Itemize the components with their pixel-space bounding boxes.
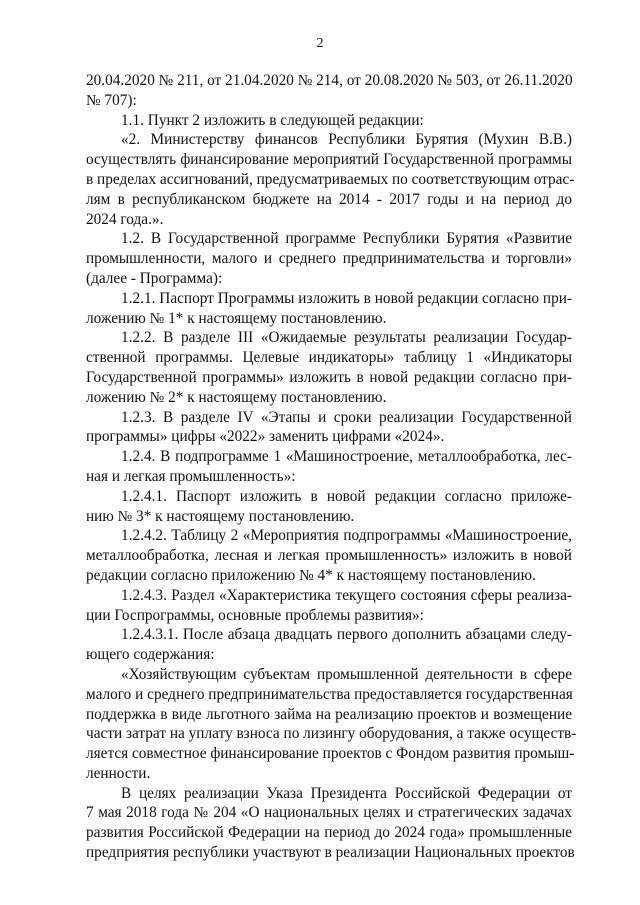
page-number: 2 [316,36,324,51]
text-line: ции Госпрограммы, основные проблемы развития»: [86,606,424,624]
text-line: «2. Министерству финансов Республики Бурятия (Мухин В.В.) [121,131,572,149]
text-line: развития Российской Федерации на период до 2024 года» промышленные [86,824,572,842]
text-line: 20.04.2020 № 211, от 21.04.2020 № 214, от 20.08.2020 № 503, от 26.11.2020 [86,72,573,89]
text-line: осуществлять финансирование мероприятий Государственной программы [86,151,572,169]
text-line: ственной программы. Целевые индикаторы» таблицу 1 «Индикаторы [86,349,572,367]
text-line: 2024 года.». [86,210,164,228]
text-line: нию № 3* к настоящему постановлению. [86,507,355,525]
text-line: ляется совместное финансирование проектов с Фондом развития промыш- [86,745,575,763]
text-line: (далее - Программа): [86,269,223,287]
text-line: № 707): [86,91,137,109]
text-line: 1.2.4. В подпрограмме 1 «Машиностроение, металлообработка, лес- [121,448,572,466]
text-line: части затрат на уплату взноса по лизингу оборудования, а также осуществ- [86,725,577,743]
text-line: 1.2.4.2. Таблицу 2 «Мероприятия подпрограммы «Машиностроение, [121,527,572,545]
text-line: редакции согласно приложению № 4* к настоящему постановлению. [86,566,536,584]
text-line: ющего содержания: [86,646,215,664]
document-body [86,71,577,863]
text-line: 1.2.3. В разделе IV «Этапы и сроки реализации Государственной [121,408,572,426]
text-line: ложению № 1* к настоящему постановлению. [86,309,387,327]
text-line: металлообработка, лесная и легкая промышленность» изложить в новой [86,547,572,565]
text-line: малого и среднего предпринимательства предоставляется государственная [86,685,573,703]
text-line: 1.2.2. В разделе III «Ожидаемые результаты реализации Государ- [121,329,572,347]
text-line: 1.2.4.3. Раздел «Характеристика текущего состояния сферы реализа- [121,586,572,604]
text-line: лям в республиканском бюджете на 2014 - 2017 годы и на период до [86,190,572,208]
text-line: ная и легкая промышленность»: [86,467,296,485]
text-line: 1.2.1. Паспорт Программы изложить в новой редакции согласно при- [121,289,572,307]
text-line: 7 мая 2018 года № 204 «О национальных целях и стратегических задачах [86,804,572,822]
text-line: 1.2.4.3.1. После абзаца двадцать первого дополнить абзацами следу- [121,626,572,644]
text-line: Государственной программы» изложить в новой редакции согласно при- [86,368,572,386]
text-line: В целях реализации Указа Президента Российской Федерации от [121,784,572,802]
text-line: 1.2.4.1. Паспорт изложить в новой редакции согласно приложе- [121,487,572,505]
text-line: 1.2. В Государственной программе Республики Бурятия «Развитие [121,230,572,248]
text-line: 1.1. Пункт 2 изложить в следующей редакции: [121,111,424,129]
text-line: поддержка в виде льготного займа на реализацию проектов и возмещение [86,705,572,723]
text-line: промышленности, малого и среднего предпринимательства и торговли» [86,250,572,268]
text-line: ленности. [86,764,151,782]
text-line: «Хозяйствующим субъектам промышленной деятельности в сфере [121,665,572,683]
text-line: ложению № 2* к настоящему постановлению. [86,388,387,406]
text-line: программы» цифры «2022» заменить цифрами «2024». [86,428,445,446]
text-line: в пределах ассигнований, предусматриваемых по соответствующим отрас- [86,170,575,188]
text-line: предприятия республики участвуют в реализации Национальных проектов [86,844,575,862]
